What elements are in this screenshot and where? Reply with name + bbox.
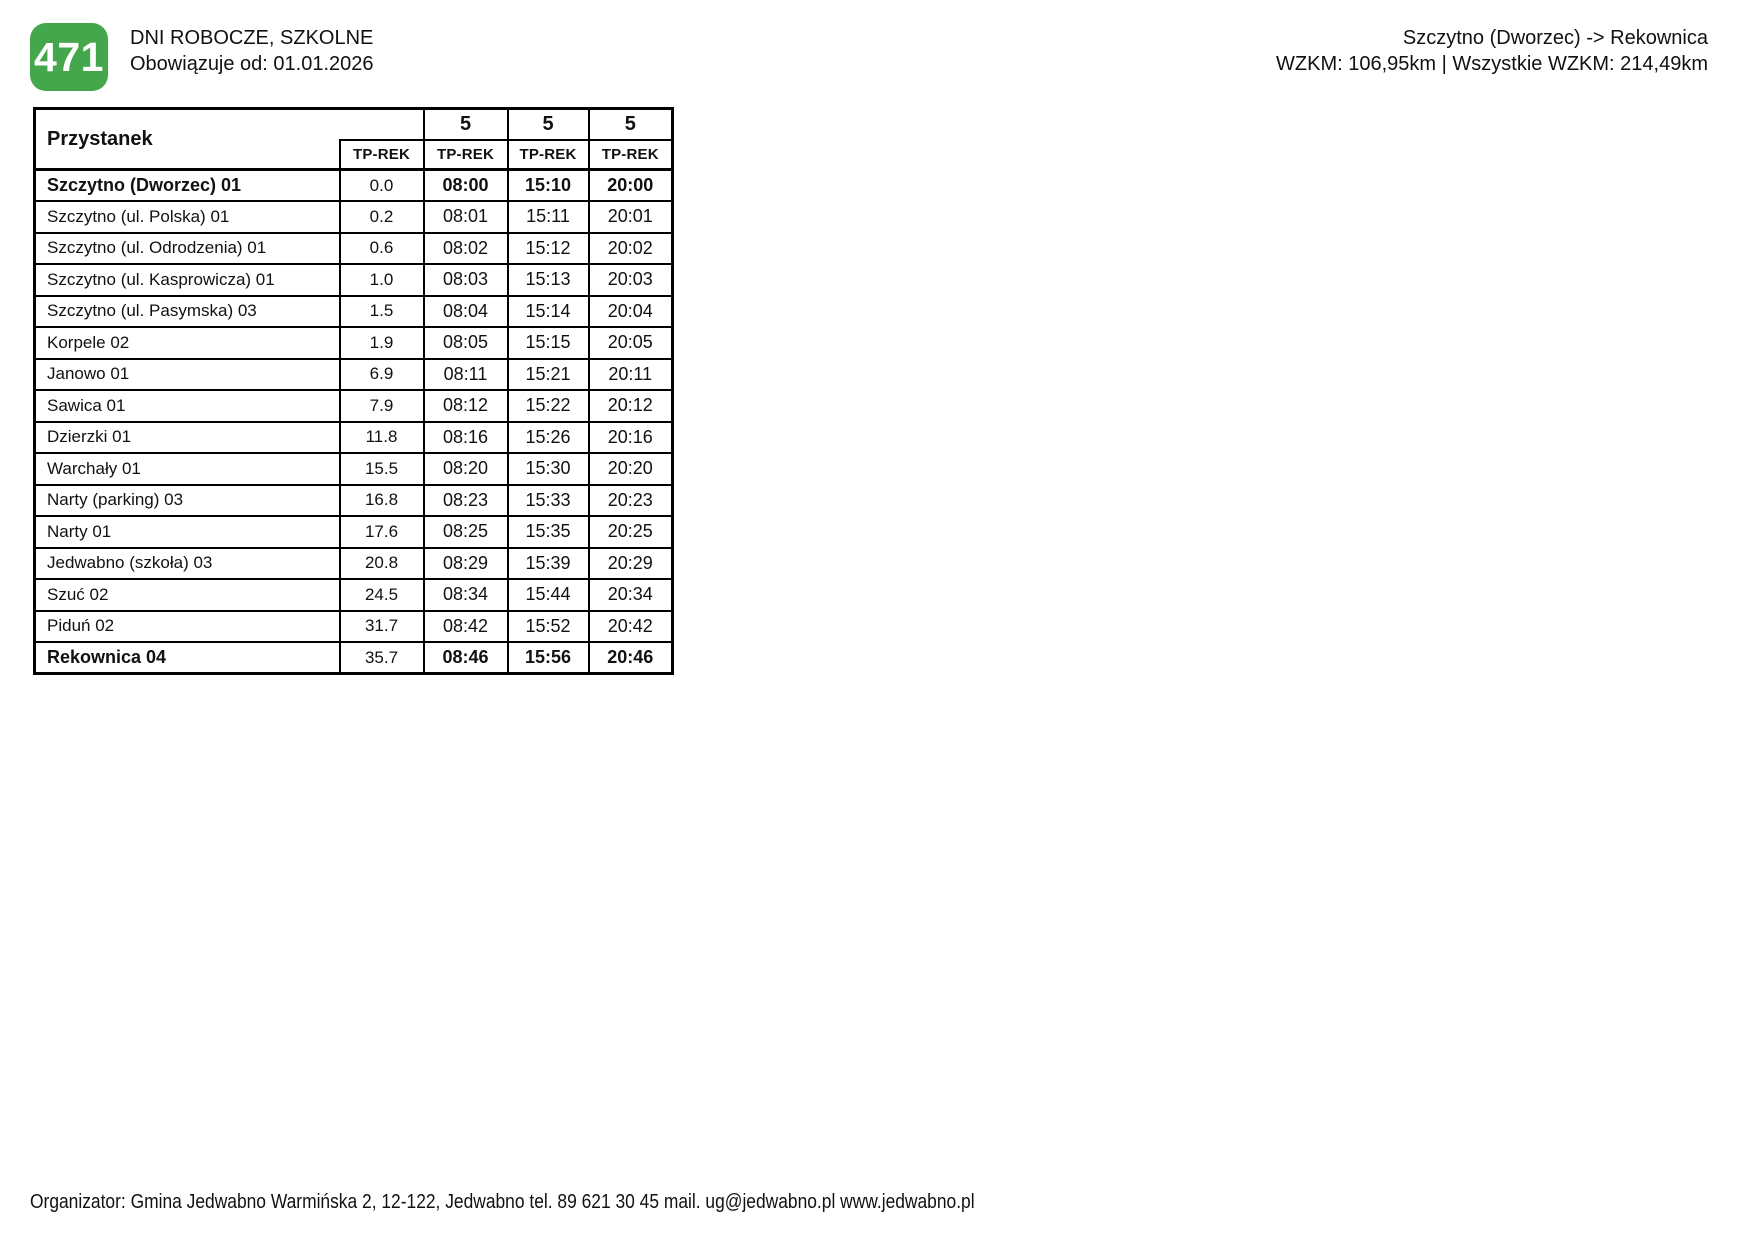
km-cell: 35.7	[340, 642, 424, 674]
table-row	[35, 548, 673, 580]
table-row	[35, 264, 673, 296]
time-cell: 20:23	[589, 485, 673, 517]
stop-name-cell: Dzierzki 01	[35, 422, 340, 454]
header-row-course-numbers	[35, 109, 673, 140]
table-row	[35, 453, 673, 485]
time-cell: 20:04	[589, 296, 673, 328]
time-cell: 08:20	[424, 453, 508, 485]
time-cell: 15:14	[508, 296, 589, 328]
table-row	[35, 642, 673, 674]
timetable	[33, 107, 674, 675]
km-cell: 1.0	[340, 264, 424, 296]
stop-name-cell: Sawica 01	[35, 390, 340, 422]
km-cell: 0.0	[340, 170, 424, 202]
time-cell: 20:46	[589, 642, 673, 674]
time-cell: 15:21	[508, 359, 589, 391]
stop-name-cell: Szczytno (ul. Kasprowicza) 01	[35, 264, 340, 296]
time-cell: 20:00	[589, 170, 673, 202]
time-cell: 15:22	[508, 390, 589, 422]
time-cell: 08:12	[424, 390, 508, 422]
table-row	[35, 579, 673, 611]
stop-column-header: Przystanek	[35, 109, 340, 170]
time-cell: 20:02	[589, 233, 673, 265]
time-cell: 15:35	[508, 516, 589, 548]
km-cell: 6.9	[340, 359, 424, 391]
time-cell: 08:23	[424, 485, 508, 517]
time-cell: 15:39	[508, 548, 589, 580]
stop-name-cell: Korpele 02	[35, 327, 340, 359]
time-cell: 20:34	[589, 579, 673, 611]
km-cell: 15.5	[340, 453, 424, 485]
time-cell: 15:10	[508, 170, 589, 202]
distance-info-label: WZKM: 106,95km | Wszystkie WZKM: 214,49km	[1276, 53, 1708, 75]
table-row	[35, 170, 673, 202]
time-cell: 15:33	[508, 485, 589, 517]
table-row	[35, 296, 673, 328]
table-row	[35, 611, 673, 643]
time-cell: 08:00	[424, 170, 508, 202]
variant-cell: TP-REK	[508, 140, 589, 170]
time-cell: 15:52	[508, 611, 589, 643]
km-cell: 1.5	[340, 296, 424, 328]
time-cell: 15:30	[508, 453, 589, 485]
stop-name-cell: Szuć 02	[35, 579, 340, 611]
km-cell: 31.7	[340, 611, 424, 643]
km-cell: 11.8	[340, 422, 424, 454]
course-number-cell: 5	[424, 109, 508, 140]
km-cell: 7.9	[340, 390, 424, 422]
time-cell: 08:11	[424, 359, 508, 391]
time-cell: 08:42	[424, 611, 508, 643]
time-cell: 08:04	[424, 296, 508, 328]
table-row	[35, 327, 673, 359]
route-number: 471	[34, 33, 104, 80]
km-cell: 0.2	[340, 201, 424, 233]
stop-name-cell: Narty 01	[35, 516, 340, 548]
direction-label: Szczytno (Dworzec) -> Rekownica	[1402, 27, 1708, 49]
time-cell: 08:03	[424, 264, 508, 296]
variant-cell: TP-REK	[589, 140, 673, 170]
time-cell: 20:29	[589, 548, 673, 580]
time-cell: 08:46	[424, 642, 508, 674]
stop-name-cell: Piduń 02	[35, 611, 340, 643]
time-cell: 15:44	[508, 579, 589, 611]
time-cell: 20:05	[589, 327, 673, 359]
km-cell: 17.6	[340, 516, 424, 548]
time-cell: 15:56	[508, 642, 589, 674]
stop-name-cell: Janowo 01	[35, 359, 340, 391]
time-cell: 20:20	[589, 453, 673, 485]
time-cell: 08:29	[424, 548, 508, 580]
route-info-block	[1276, 25, 1708, 77]
time-cell: 20:42	[589, 611, 673, 643]
table-row	[35, 422, 673, 454]
time-cell: 20:16	[589, 422, 673, 454]
course-number-cell: 5	[508, 109, 589, 140]
time-cell: 20:12	[589, 390, 673, 422]
stop-name-cell: Warchały 01	[35, 453, 340, 485]
course-number-cell: 5	[589, 109, 673, 140]
time-cell: 20:25	[589, 516, 673, 548]
time-cell: 15:12	[508, 233, 589, 265]
time-cell: 20:01	[589, 201, 673, 233]
km-cell: 0.6	[340, 233, 424, 265]
time-cell: 20:11	[589, 359, 673, 391]
km-cell: 16.8	[340, 485, 424, 517]
time-cell: 08:16	[424, 422, 508, 454]
route-badge	[30, 23, 108, 91]
stop-name-cell: Rekownica 04	[35, 642, 340, 674]
table-row	[35, 390, 673, 422]
stop-name-cell: Narty (parking) 03	[35, 485, 340, 517]
time-cell: 15:11	[508, 201, 589, 233]
time-cell: 08:05	[424, 327, 508, 359]
km-cell: 1.9	[340, 327, 424, 359]
time-cell: 08:34	[424, 579, 508, 611]
valid-from-label: Obowiązuje od: 01.01.2026	[130, 53, 374, 75]
stop-name-cell: Szczytno (ul. Odrodzenia) 01	[35, 233, 340, 265]
time-cell: 08:02	[424, 233, 508, 265]
title-block	[130, 25, 374, 77]
time-cell: 15:26	[508, 422, 589, 454]
table-row	[35, 233, 673, 265]
stop-name-cell: Jedwabno (szkoła) 03	[35, 548, 340, 580]
time-cell: 08:01	[424, 201, 508, 233]
km-cell: 20.8	[340, 548, 424, 580]
time-cell: 15:13	[508, 264, 589, 296]
km-column-blank-header	[340, 109, 424, 140]
variant-cell: TP-REK	[424, 140, 508, 170]
table-row	[35, 516, 673, 548]
table-row	[35, 201, 673, 233]
time-cell: 15:15	[508, 327, 589, 359]
schedule-type-label: DNI ROBOCZE, SZKOLNE	[130, 27, 374, 49]
organizer-info: Organizator: Gmina Jedwabno Warmińska 2, 12-122, Jedwabno tel. 89 621 30 45 mail. ug@jedwabno.pl www.jedwabno.pl	[30, 1191, 975, 1213]
stop-name-cell: Szczytno (Dworzec) 01	[35, 170, 340, 202]
stop-name-cell: Szczytno (ul. Polska) 01	[35, 201, 340, 233]
time-cell: 08:25	[424, 516, 508, 548]
km-cell: 24.5	[340, 579, 424, 611]
variant-cell: TP-REK	[340, 140, 424, 170]
table-row	[35, 485, 673, 517]
time-cell: 20:03	[589, 264, 673, 296]
stop-name-cell: Szczytno (ul. Pasymska) 03	[35, 296, 340, 328]
table-row	[35, 359, 673, 391]
